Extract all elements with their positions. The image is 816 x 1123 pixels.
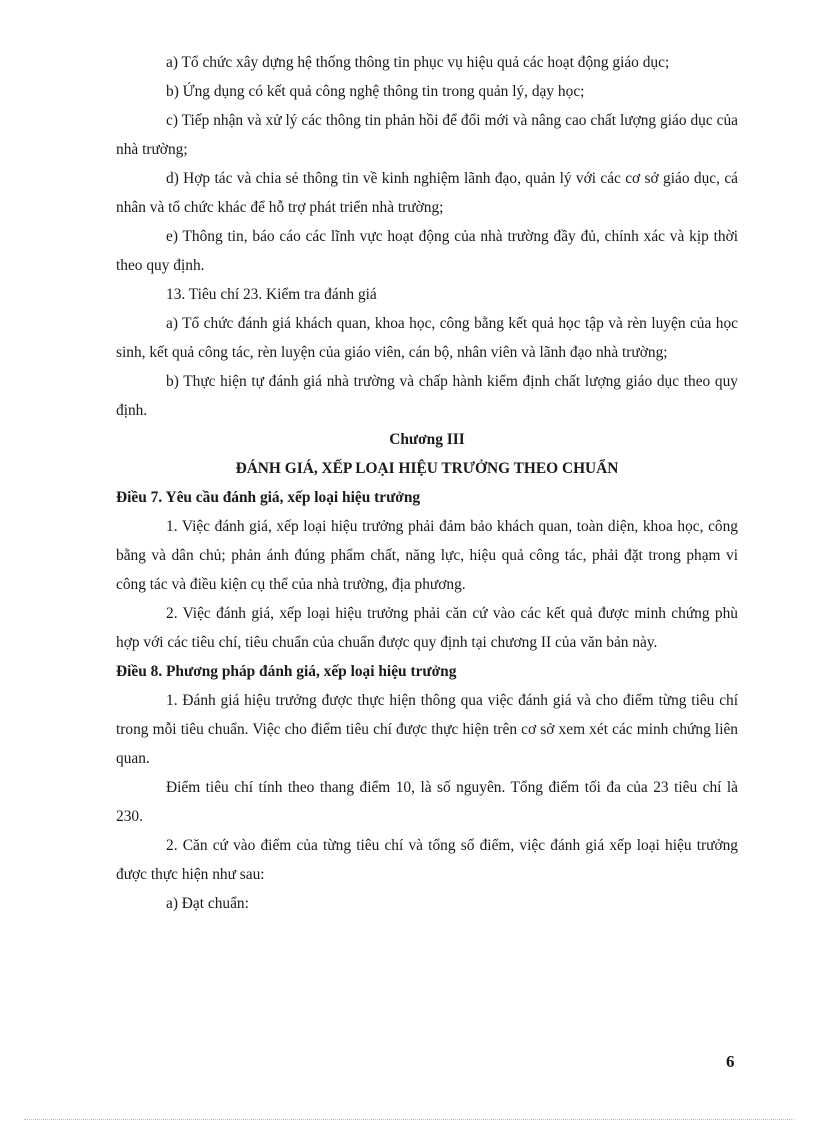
chapter-title: ĐÁNH GIÁ, XẾP LOẠI HIỆU TRƯỞNG THEO CHUẨN <box>235 460 619 477</box>
paragraph-criterion-23-a: a) Tổ chức đánh giá khách quan, khoa học, công bằng kết quả học tập và rèn luyện của học sinh, kết quả công tác, rèn luyện của giáo viên, cán bộ, nhân viên và lãnh đạo nhà trường; <box>116 315 738 361</box>
article-7-item-1: 1. Việc đánh giá, xếp loại hiệu trưởng phải đảm bảo khách quan, toàn diện, khoa học, công bằng và dân chủ; phản ánh đúng phẩm chất, năng lực, hiệu quả công tác, phải đặt trong phạm vi công tác và điều kiện cụ thể của nhà trường, địa phương. <box>116 518 738 593</box>
paragraph-criterion-b: b) Ứng dụng có kết quả công nghệ thông tin trong quản lý, dạy học; <box>166 83 585 100</box>
article-7-item-2: 2. Việc đánh giá, xếp loại hiệu trưởng phải căn cứ vào các kết quả được minh chứng phù hợp với các tiêu chí, tiêu chuẩn của chuẩn được quy định tại chương II của văn bản này. <box>116 605 738 651</box>
paragraph-criterion-23-b: b) Thực hiện tự đánh giá nhà trường và chấp hành kiểm định chất lượng giáo dục theo quy định. <box>116 373 738 419</box>
page-content <box>116 48 738 918</box>
article-8-item-2: 2. Căn cứ vào điểm của từng tiêu chí và tổng số điểm, việc đánh giá xếp loại hiệu trưởng được thực hiện như sau: <box>116 837 738 883</box>
article-8-item-1-note: Điểm tiêu chí tính theo thang điểm 10, là số nguyên. Tổng điểm tối đa của 23 tiêu chí là 230. <box>116 779 738 825</box>
article-8-item-2-a: a) Đạt chuẩn: <box>166 895 249 912</box>
article-8-heading: Điều 8. Phương pháp đánh giá, xếp loại hiệu trưởng <box>116 663 457 680</box>
page-number: 6 <box>726 1052 735 1071</box>
criterion-23-title: 13. Tiêu chí 23. Kiểm tra đánh giá <box>166 286 377 303</box>
paragraph-criterion-e: e) Thông tin, báo cáo các lĩnh vực hoạt động của nhà trường đầy đủ, chính xác và kịp thời theo quy định. <box>116 228 738 274</box>
paragraph-criterion-a: a) Tổ chức xây dựng hệ thống thông tin phục vụ hiệu quả các hoạt động giáo dục; <box>166 54 670 71</box>
article-7-heading: Điều 7. Yêu cầu đánh giá, xếp loại hiệu trưởng <box>116 489 421 506</box>
paragraph-criterion-c: c) Tiếp nhận và xử lý các thông tin phản hồi để đổi mới và nâng cao chất lượng giáo dục của nhà trường; <box>116 112 738 158</box>
footer-dotted-divider <box>24 1119 794 1120</box>
article-8-item-1: 1. Đánh giá hiệu trưởng được thực hiện thông qua việc đánh giá và cho điểm từng tiêu chí trong mỗi tiêu chuẩn. Việc cho điểm tiêu chí được thực hiện trên cơ sở xem xét các minh chứng liên quan. <box>116 692 738 767</box>
paragraph-criterion-d: d) Hợp tác và chia sẻ thông tin về kinh nghiệm lãnh đạo, quản lý với các cơ sở giáo dục, cá nhân và tổ chức khác để hỗ trợ phát triển nhà trường; <box>116 170 738 216</box>
chapter-label: Chương III <box>389 431 465 448</box>
